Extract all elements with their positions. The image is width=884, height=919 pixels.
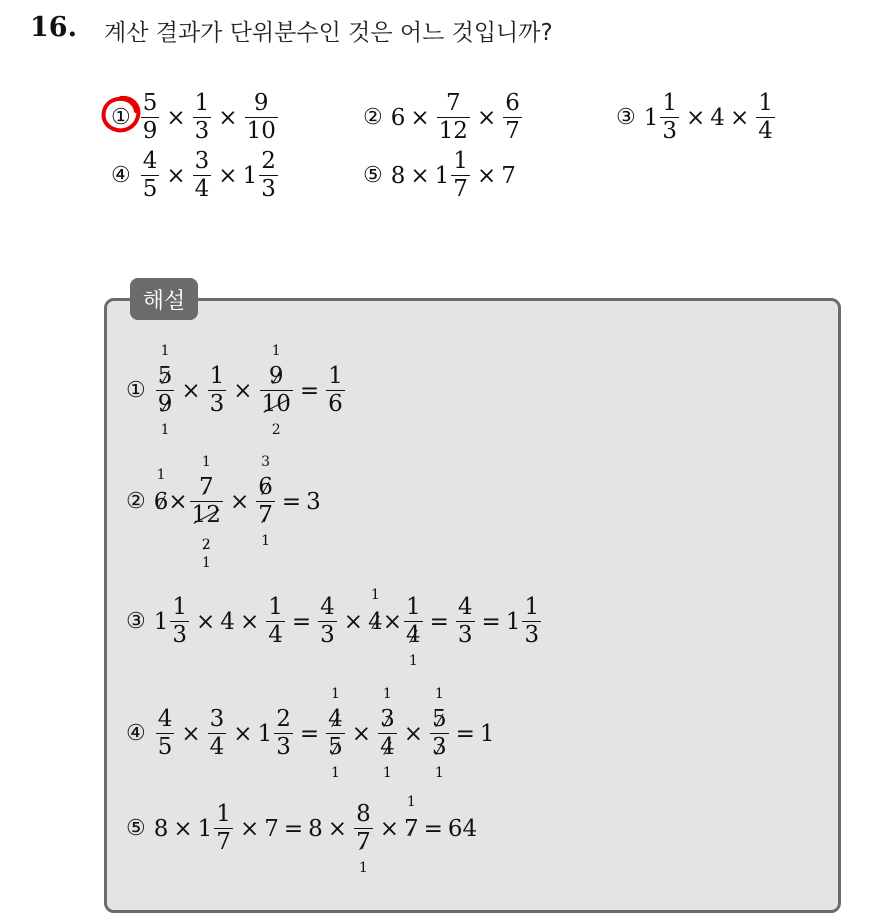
fraction: 5 3 1 1 — [431, 686, 447, 781]
solution-5: ⑤ 8 × 1 $\frac{1}{7}$ × 7 = 8 × 8 7 1 × 7 1 = 64 — [126, 793, 478, 876]
fraction: $\frac{4}{5}$ — [142, 148, 158, 202]
fraction: $\frac{1}{3}$ — [194, 90, 210, 144]
choice-5-label: ⑤ — [363, 163, 383, 188]
fraction: $\frac{1}{3}$ — [172, 594, 188, 648]
fraction: $\frac{3}{4}$ — [209, 706, 225, 760]
solution-1: ① 5 9 1 1 × $\frac{1}{3}$ × 9 10 1 2 = $\frac{1}{6}$ — [126, 343, 343, 438]
fraction: $\frac{1}{3}$ — [662, 90, 678, 144]
fraction: $\frac{9}{10}$ — [246, 90, 276, 144]
choice-3[interactable]: ③ 1 $\frac{1}{3}$ × 4 × $\frac{1}{4}$ — [616, 90, 773, 144]
fraction: 6 7 3 1 — [258, 454, 273, 549]
fraction: $\frac{1}{6}$ — [328, 363, 343, 417]
choice-1-label: ① — [111, 105, 131, 130]
fraction: 9 10 1 2 — [261, 343, 291, 438]
fraction: $\frac{6}{7}$ — [505, 90, 520, 144]
question-number: 16. — [30, 12, 77, 43]
choice-2-label: ② — [363, 105, 383, 130]
fraction: $\frac{5}{9}$ — [142, 90, 158, 144]
fraction: $\frac{1}{7}$ — [216, 801, 231, 855]
fraction: $\frac{2}{3}$ — [261, 148, 276, 202]
fraction: $\frac{1}{3}$ — [209, 363, 225, 417]
fraction: $\frac{1}{7}$ — [453, 148, 468, 202]
choice-4-label: ④ — [111, 163, 131, 188]
fraction: 8 7 1 — [356, 801, 371, 876]
fraction: $\frac{4}{3}$ — [320, 594, 335, 648]
choice-2[interactable]: ② 6 × $\frac{7}{12}$ × $\frac{6}{7}$ — [363, 90, 520, 144]
solution-2: ② 6 1 × 7 12 1 2 1 × 6 7 3 1 = 3 — [126, 454, 321, 571]
fraction: $\frac{1}{3}$ — [524, 594, 540, 648]
choice-4[interactable]: ④ $\frac{4}{5}$ × $\frac{3}{4}$ × 1 $\frac{2}{3}$ — [111, 148, 276, 202]
solution-3: ③ 1 $\frac{1}{3}$ × 4 × $\frac{1}{4}$ = $\frac{4}{3}$ × 4 1 × 1 4 1 = $\frac{4}{3}$ = 1 $\frac{1}{3}$ — [126, 586, 540, 669]
solution-4: ④ $\frac{4}{5}$ × $\frac{3}{4}$ × 1 $\frac{2}{3}$ = 4 5 1 1 × 3 4 1 1 × 5 3 1 1 = 1 — [126, 686, 495, 781]
choice-5[interactable]: ⑤ 8 × 1 $\frac{1}{7}$ × 7 — [363, 148, 516, 202]
fraction: $\frac{1}{4}$ — [758, 90, 773, 144]
fraction: $\frac{1}{4}$ — [268, 594, 283, 648]
fraction: $\frac{7}{12}$ — [438, 90, 468, 144]
fraction: $\frac{4}{5}$ — [157, 706, 173, 760]
solution-tag: 해설 — [130, 278, 198, 320]
fraction: $\frac{2}{3}$ — [276, 706, 291, 760]
fraction: 7 12 1 2 1 — [191, 454, 221, 571]
fraction: 5 9 1 1 — [157, 343, 173, 438]
fraction: 3 4 1 1 — [380, 686, 395, 781]
question-text: 계산 결과가 단위분수인 것은 어느 것입니까? — [104, 20, 553, 46]
fraction: 4 5 1 1 — [328, 686, 343, 781]
fraction: 1 4 1 — [405, 594, 421, 669]
choice-3-label: ③ — [616, 105, 636, 130]
choice-1[interactable]: ① $\frac{5}{9}$ × $\frac{1}{3}$ × $\frac{9}{10}$ — [111, 90, 276, 144]
fraction: $\frac{3}{4}$ — [194, 148, 210, 202]
fraction: $\frac{4}{3}$ — [457, 594, 473, 648]
